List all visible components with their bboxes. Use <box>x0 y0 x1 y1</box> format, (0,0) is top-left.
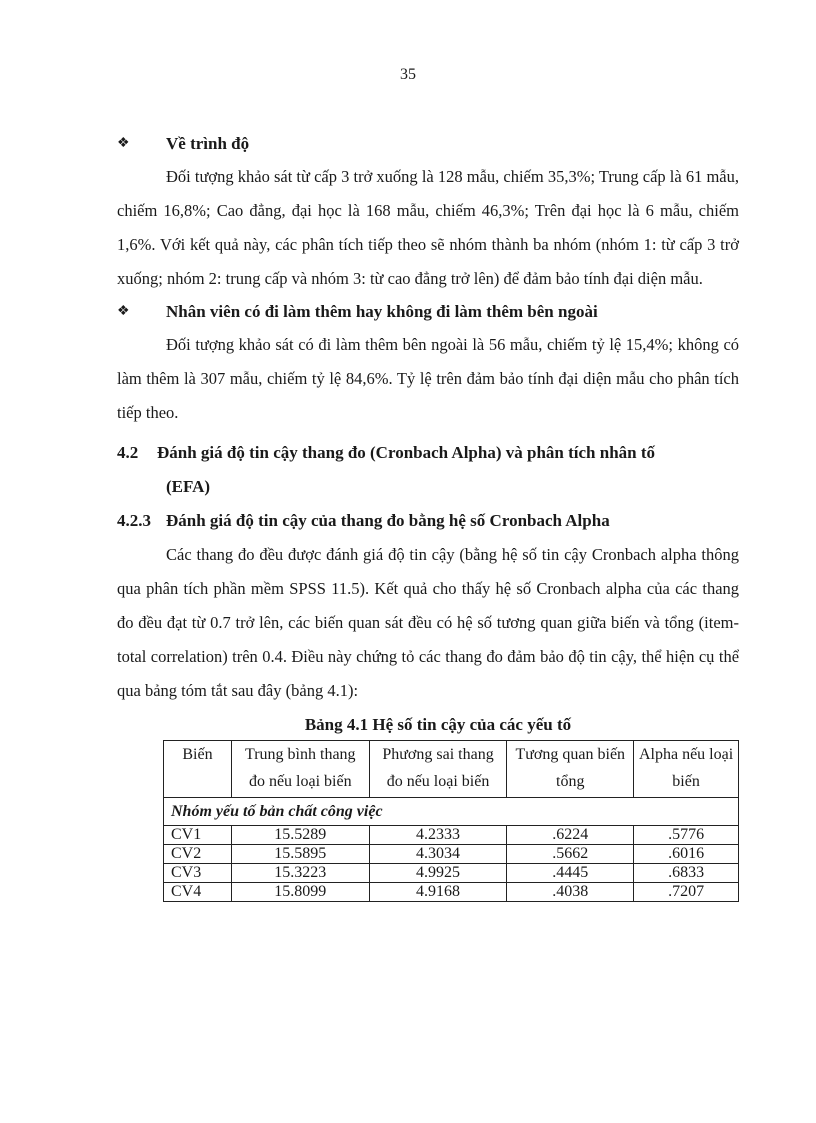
page-number: 35 <box>400 66 416 83</box>
heading-text: Về trình độ <box>166 134 250 153</box>
table-cell: .6833 <box>634 864 739 883</box>
table-cell: 15.5895 <box>231 845 369 864</box>
table-caption: Bảng 4.1 Hệ số tin cậy của các yếu tố <box>304 715 572 734</box>
table-cell: 15.3223 <box>231 864 369 883</box>
table-cell: CV2 <box>164 845 232 864</box>
table-cell: .7207 <box>634 883 739 902</box>
section-number: 4.2 <box>117 443 139 462</box>
group-label: Nhóm yếu tố bản chất công việc <box>164 798 739 826</box>
section-heading-4-2-continued <box>117 470 739 504</box>
table-cell: 15.8099 <box>231 883 369 902</box>
table-cell: 4.3034 <box>369 845 507 864</box>
column-header: Tương quan biến tổng <box>507 741 634 798</box>
table-cell: 15.5289 <box>231 826 369 845</box>
table-cell: .5662 <box>507 845 634 864</box>
bullet-heading-side-job <box>117 296 739 328</box>
table-cell: .4445 <box>507 864 634 883</box>
heading-text: Nhân viên có đi làm thêm hay không đi làm thêm bên ngoài <box>166 302 598 321</box>
text-line: alpha thông qua phân tích phần mềm SPSS 11.5). Kết quả cho thấy hệ số Cronbach <box>117 545 739 598</box>
table-cell: .5776 <box>634 826 739 845</box>
text-line: alpha của các thang đo đều đạt từ 0.7 trở lên, các biến quan sát đều có hệ số tương <box>117 579 740 632</box>
text-line: Các thang đo đều được đánh giá độ tin cậy (bằng hệ số tin cậy Cronbach <box>166 545 656 564</box>
paragraph-side-job <box>117 328 739 430</box>
section-title-continued: (EFA) <box>166 477 211 496</box>
diamond-bullet-icon: ❖ <box>117 136 130 151</box>
column-header: Trung bình thang đo nếu loại biến <box>231 741 369 798</box>
section-heading-4-2-3 <box>117 504 739 538</box>
paragraph-cronbach <box>117 538 739 708</box>
text-line: thang đo đảm bảo độ tin cậy, thể hiện cụ thể qua bảng tóm tắt sau đây (bảng 4.1): <box>117 647 740 700</box>
table-cell: 4.2333 <box>369 826 507 845</box>
text-line: Đối tượng khảo sát từ cấp 3 trở xuống là 128 mẫu, chiếm 35,3%; Trung cấp <box>166 167 666 186</box>
section-title: Đánh giá độ tin cậy của thang đo bằng hệ số Cronbach Alpha <box>166 511 610 530</box>
column-header: Alpha nếu loại biến <box>634 741 739 798</box>
table-cell: CV3 <box>164 864 232 883</box>
text-line: trở lên) để đảm bảo tính đại diện mẫu. <box>450 269 703 288</box>
table-cell: CV4 <box>164 883 232 902</box>
text-line: quan giữa biến và tổng (item-total correlation) trên 0.4. Điều này chứng tỏ các <box>117 613 739 666</box>
text-line: Đối tượng khảo sát có đi làm thêm bên ngoài là 56 mẫu, chiếm tỷ lệ 15,4%; <box>166 335 674 354</box>
text-line: không có làm thêm là 307 mẫu, chiếm tỷ lệ 84,6%. Tỷ lệ trên đảm bảo tính đại <box>117 335 740 388</box>
paragraph-education <box>117 160 739 296</box>
table-cell: .4038 <box>507 883 634 902</box>
table-group-row <box>164 798 739 826</box>
text-line: học là 6 mẫu, chiếm 1,6%. Với kết quả này, các phân tích tiếp theo sẽ nhóm thành <box>117 201 739 254</box>
table-cell: CV1 <box>164 826 232 845</box>
section-heading-4-2 <box>117 436 739 470</box>
table-row <box>164 845 739 864</box>
table-cell: 4.9168 <box>369 883 507 902</box>
section-title: Đánh giá độ tin cậy thang đo (Cronbach Alpha) và phân tích nhân tố <box>157 443 656 462</box>
diamond-bullet-icon: ❖ <box>117 304 130 319</box>
table-cell: .6016 <box>634 845 739 864</box>
section-number: 4.2.3 <box>117 511 151 530</box>
table-header-row <box>164 741 739 798</box>
table-row <box>164 864 739 883</box>
table-cell: .6224 <box>507 826 634 845</box>
table-row <box>164 883 739 902</box>
page-content <box>117 128 739 902</box>
column-header: Phương sai thang đo nếu loại biến <box>369 741 507 798</box>
table-row <box>164 826 739 845</box>
text-line: là 61 mẫu, chiếm 16,8%; Cao đẳng, đại học là 168 mẫu, chiếm 46,3%; Trên đại <box>117 167 739 220</box>
bullet-heading-education <box>117 128 739 160</box>
reliability-table <box>163 740 739 902</box>
text-line: diện mẫu cho phân tích tiếp theo. <box>117 369 739 422</box>
column-header: Biến <box>164 741 232 798</box>
text-line: ba nhóm (nhóm 1: từ cấp 3 trở xuống; nhóm 2: trung cấp và nhóm 3: từ cao đẳng <box>117 235 739 288</box>
table-cell: 4.9925 <box>369 864 507 883</box>
